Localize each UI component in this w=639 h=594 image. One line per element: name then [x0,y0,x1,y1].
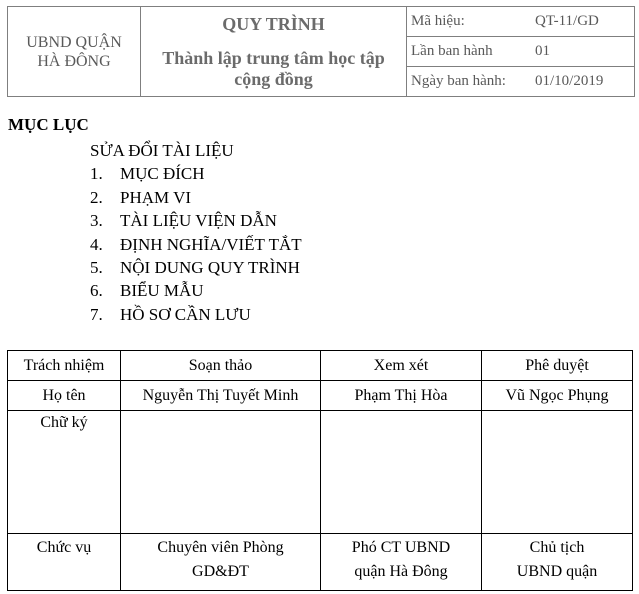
toc-item-number: 4. [90,234,103,254]
drafter-position [121,534,321,591]
toc-item [90,279,302,302]
toc-item [90,303,302,326]
metadata-cell [407,7,635,97]
date-label: Ngày ban hành: [411,73,506,89]
organization-line-2: HÀ ĐÔNG [37,52,111,70]
toc-title: MỤC LỤC [8,115,89,134]
sign-label: Chữ ký [8,411,121,534]
toc-item-number: 5. [90,257,103,277]
header-reviewed: Xem xét [321,351,482,381]
position-label: Chức vụ [8,534,121,591]
organization-cell [8,7,141,97]
header-approved: Phê duyệt [482,351,633,381]
toc-list [90,139,302,326]
reviewer-position [321,534,482,591]
toc-item [90,209,302,232]
header-responsibility: Trách nhiệm [8,351,121,381]
metadata-table [407,7,634,96]
toc-item [90,256,302,279]
metadata-row-issue [407,37,634,67]
approver-name: Vũ Ngọc Phụng [482,381,633,411]
drafter-position-line-2: GD&ĐT [192,563,249,580]
toc-item-number: 3. [90,211,103,231]
toc-item-number: 1. [90,164,103,184]
toc-item-label: BIỂU MẪU [120,281,204,301]
toc-item-number: 7. [90,304,103,324]
code-value: QT-11/GD [529,7,634,37]
toc-item-label: NỘI DUNG QUY TRÌNH [120,257,300,277]
code-label: Mã hiệu: [407,7,529,37]
reviewer-name: Phạm Thị Hòa [321,381,482,411]
name-label: Họ tên [8,381,121,411]
issue-label: Lần ban hành [407,37,529,67]
issue-value: 01 [529,37,634,67]
metadata-row-date [407,67,634,97]
signature-header-row [8,351,633,381]
date-value: 01/10/2019 [535,73,604,89]
document-subtitle-line-1: Thành lập trung tâm học tập [162,48,385,68]
reviewer-position-line-1: Phó CT UBND [351,539,451,556]
toc-item [90,233,302,256]
drafter-position-line-1: Chuyên viên Phòng [157,539,284,556]
toc-item-label: TÀI LIỆU VIỆN DẪN [120,211,277,231]
signature-position-row [8,534,633,591]
organization-line-1: UBND QUẬN [26,33,122,51]
toc-item [90,162,302,185]
drafter-name: Nguyễn Thị Tuyết Minh [121,381,321,411]
approver-position [482,534,633,591]
reviewer-signature-box [321,411,482,534]
title-cell [141,7,407,97]
approver-position-line-1: Chủ tịch [529,539,585,556]
drafter-signature-box [121,411,321,534]
toc-item-label: HỒ SƠ CẦN LƯU [120,304,251,324]
toc-item-number: 6. [90,281,103,301]
toc-item-label: ĐỊNH NGHĨA/VIẾT TẮT [120,234,302,254]
toc-item [90,186,302,209]
signature-name-row [8,381,633,411]
signature-table [7,350,633,591]
approver-signature-box [482,411,633,534]
toc-intro: SỬA ĐỔI TÀI LIỆU [90,141,234,160]
header-drafted: Soạn thảo [121,351,321,381]
toc-item-label: PHẠM VI [120,187,192,207]
toc-item-label: MỤC ĐÍCH [120,164,205,184]
document-header [7,6,635,97]
signature-sign-row [8,411,633,534]
document-title: QUY TRÌNH [222,14,325,34]
document-subtitle-line-2: cộng đồng [234,69,313,89]
approver-position-line-2: UBND quận [516,563,598,580]
toc-item-number: 2. [90,187,103,207]
metadata-row-code [407,7,634,37]
reviewer-position-line-2: quận Hà Đông [354,563,448,580]
